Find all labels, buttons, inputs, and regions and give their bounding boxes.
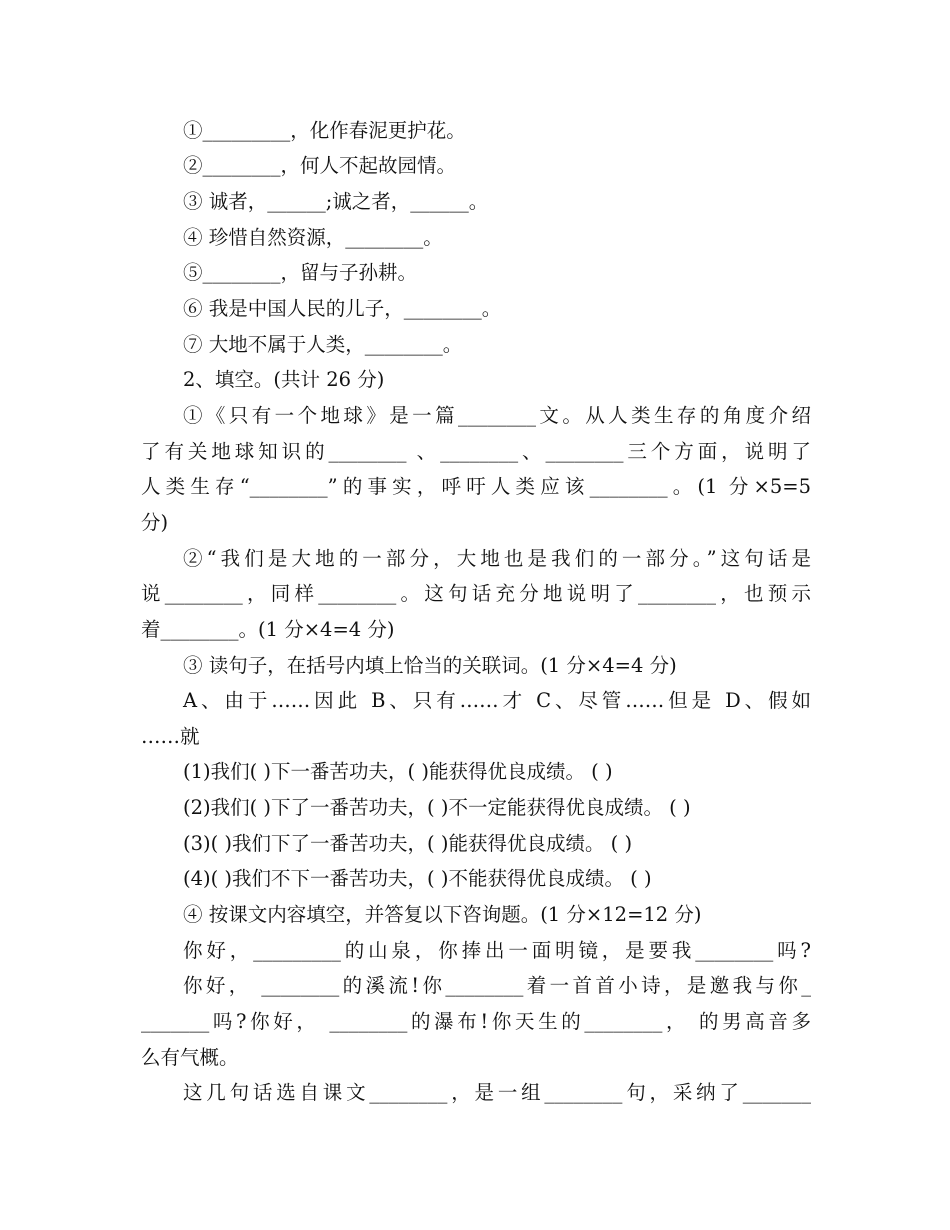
para-4-line-4: 么有气概。 bbox=[141, 1046, 239, 1069]
sentence-1: (1)我们( )下一番苦功夫，( )能获得优良成绩。 ( ) bbox=[183, 760, 613, 783]
para-1-line-2: 了有关地球知识的________ 、________、________三个方面，说明了 bbox=[141, 440, 811, 463]
para-4-line-3: _______吗?你好， ________的瀑布!你天生的________， 的男高音多 bbox=[141, 1010, 811, 1033]
poem-line-2: ②________，何人不起故园情。 bbox=[183, 154, 457, 177]
para-1-line-3: 人类生存“________”的事实，呼吁人类应该________。(1 分×5=5 bbox=[141, 475, 811, 498]
para-2-line-3: 着________。(1 分×4=4 分) bbox=[141, 618, 395, 641]
sentence-2: (2)我们( )下了一番苦功夫，( )不一定能获得优良成绩。 ( ) bbox=[183, 796, 691, 819]
para-2-line-2: 说________，同样________。这句话充分地说明了________，也预示 bbox=[141, 582, 811, 605]
para-4-line-2: 你好， ________的溪流!你________着一首首小诗，是邀我与你_ bbox=[183, 974, 811, 997]
poem-line-3: ③ 诚者，______;诚之者，______。 bbox=[183, 190, 489, 213]
para-5-line-1: 这几句话选自课文________，是一组________句，采纳了_______ bbox=[183, 1081, 811, 1104]
options-line-2: ……就 bbox=[141, 725, 200, 748]
sentence-3: (3)( )我们下了一番苦功夫，( )能获得优良成绩。 ( ) bbox=[183, 832, 633, 855]
para-1-line-4: 分) bbox=[141, 511, 169, 534]
poem-line-4: ④ 珍惜自然资源，________。 bbox=[183, 226, 443, 249]
para-4-line-1: 你好，_________的山泉，你捧出一面明镜，是要我________吗? bbox=[183, 939, 811, 962]
sentence-4: (4)( )我们不下一番苦功夫，( )不能获得优良成绩。 ( ) bbox=[183, 867, 652, 890]
options-line-1: A、由于……因此 B、只有……才 C、尽管……但是 D、假如 bbox=[183, 689, 811, 712]
para-1-line-1: ①《只有一个地球》是一篇________文。从人类生存的角度介绍 bbox=[183, 404, 811, 427]
section-2-heading: 2、填空。(共计 26 分) bbox=[183, 368, 385, 391]
poem-line-5: ⑤________，留与子孙耕。 bbox=[183, 261, 418, 284]
para-3-instruction: ③ 读句子，在括号内填上恰当的关联词。(1 分×4=4 分) bbox=[183, 654, 677, 677]
poem-line-7: ⑦ 大地不属于人类，________。 bbox=[183, 333, 463, 356]
poem-line-6: ⑥ 我是中国人民的儿子，________。 bbox=[183, 297, 502, 320]
para-2-line-1: ②“我们是大地的一部分，大地也是我们的一部分。”这句话是 bbox=[183, 547, 811, 570]
poem-line-1: ①_________，化作春泥更护花。 bbox=[183, 119, 466, 142]
para-4-instruction: ④ 按课文内容填空，并答复以下咨询题。(1 分×12=12 分) bbox=[183, 903, 702, 926]
